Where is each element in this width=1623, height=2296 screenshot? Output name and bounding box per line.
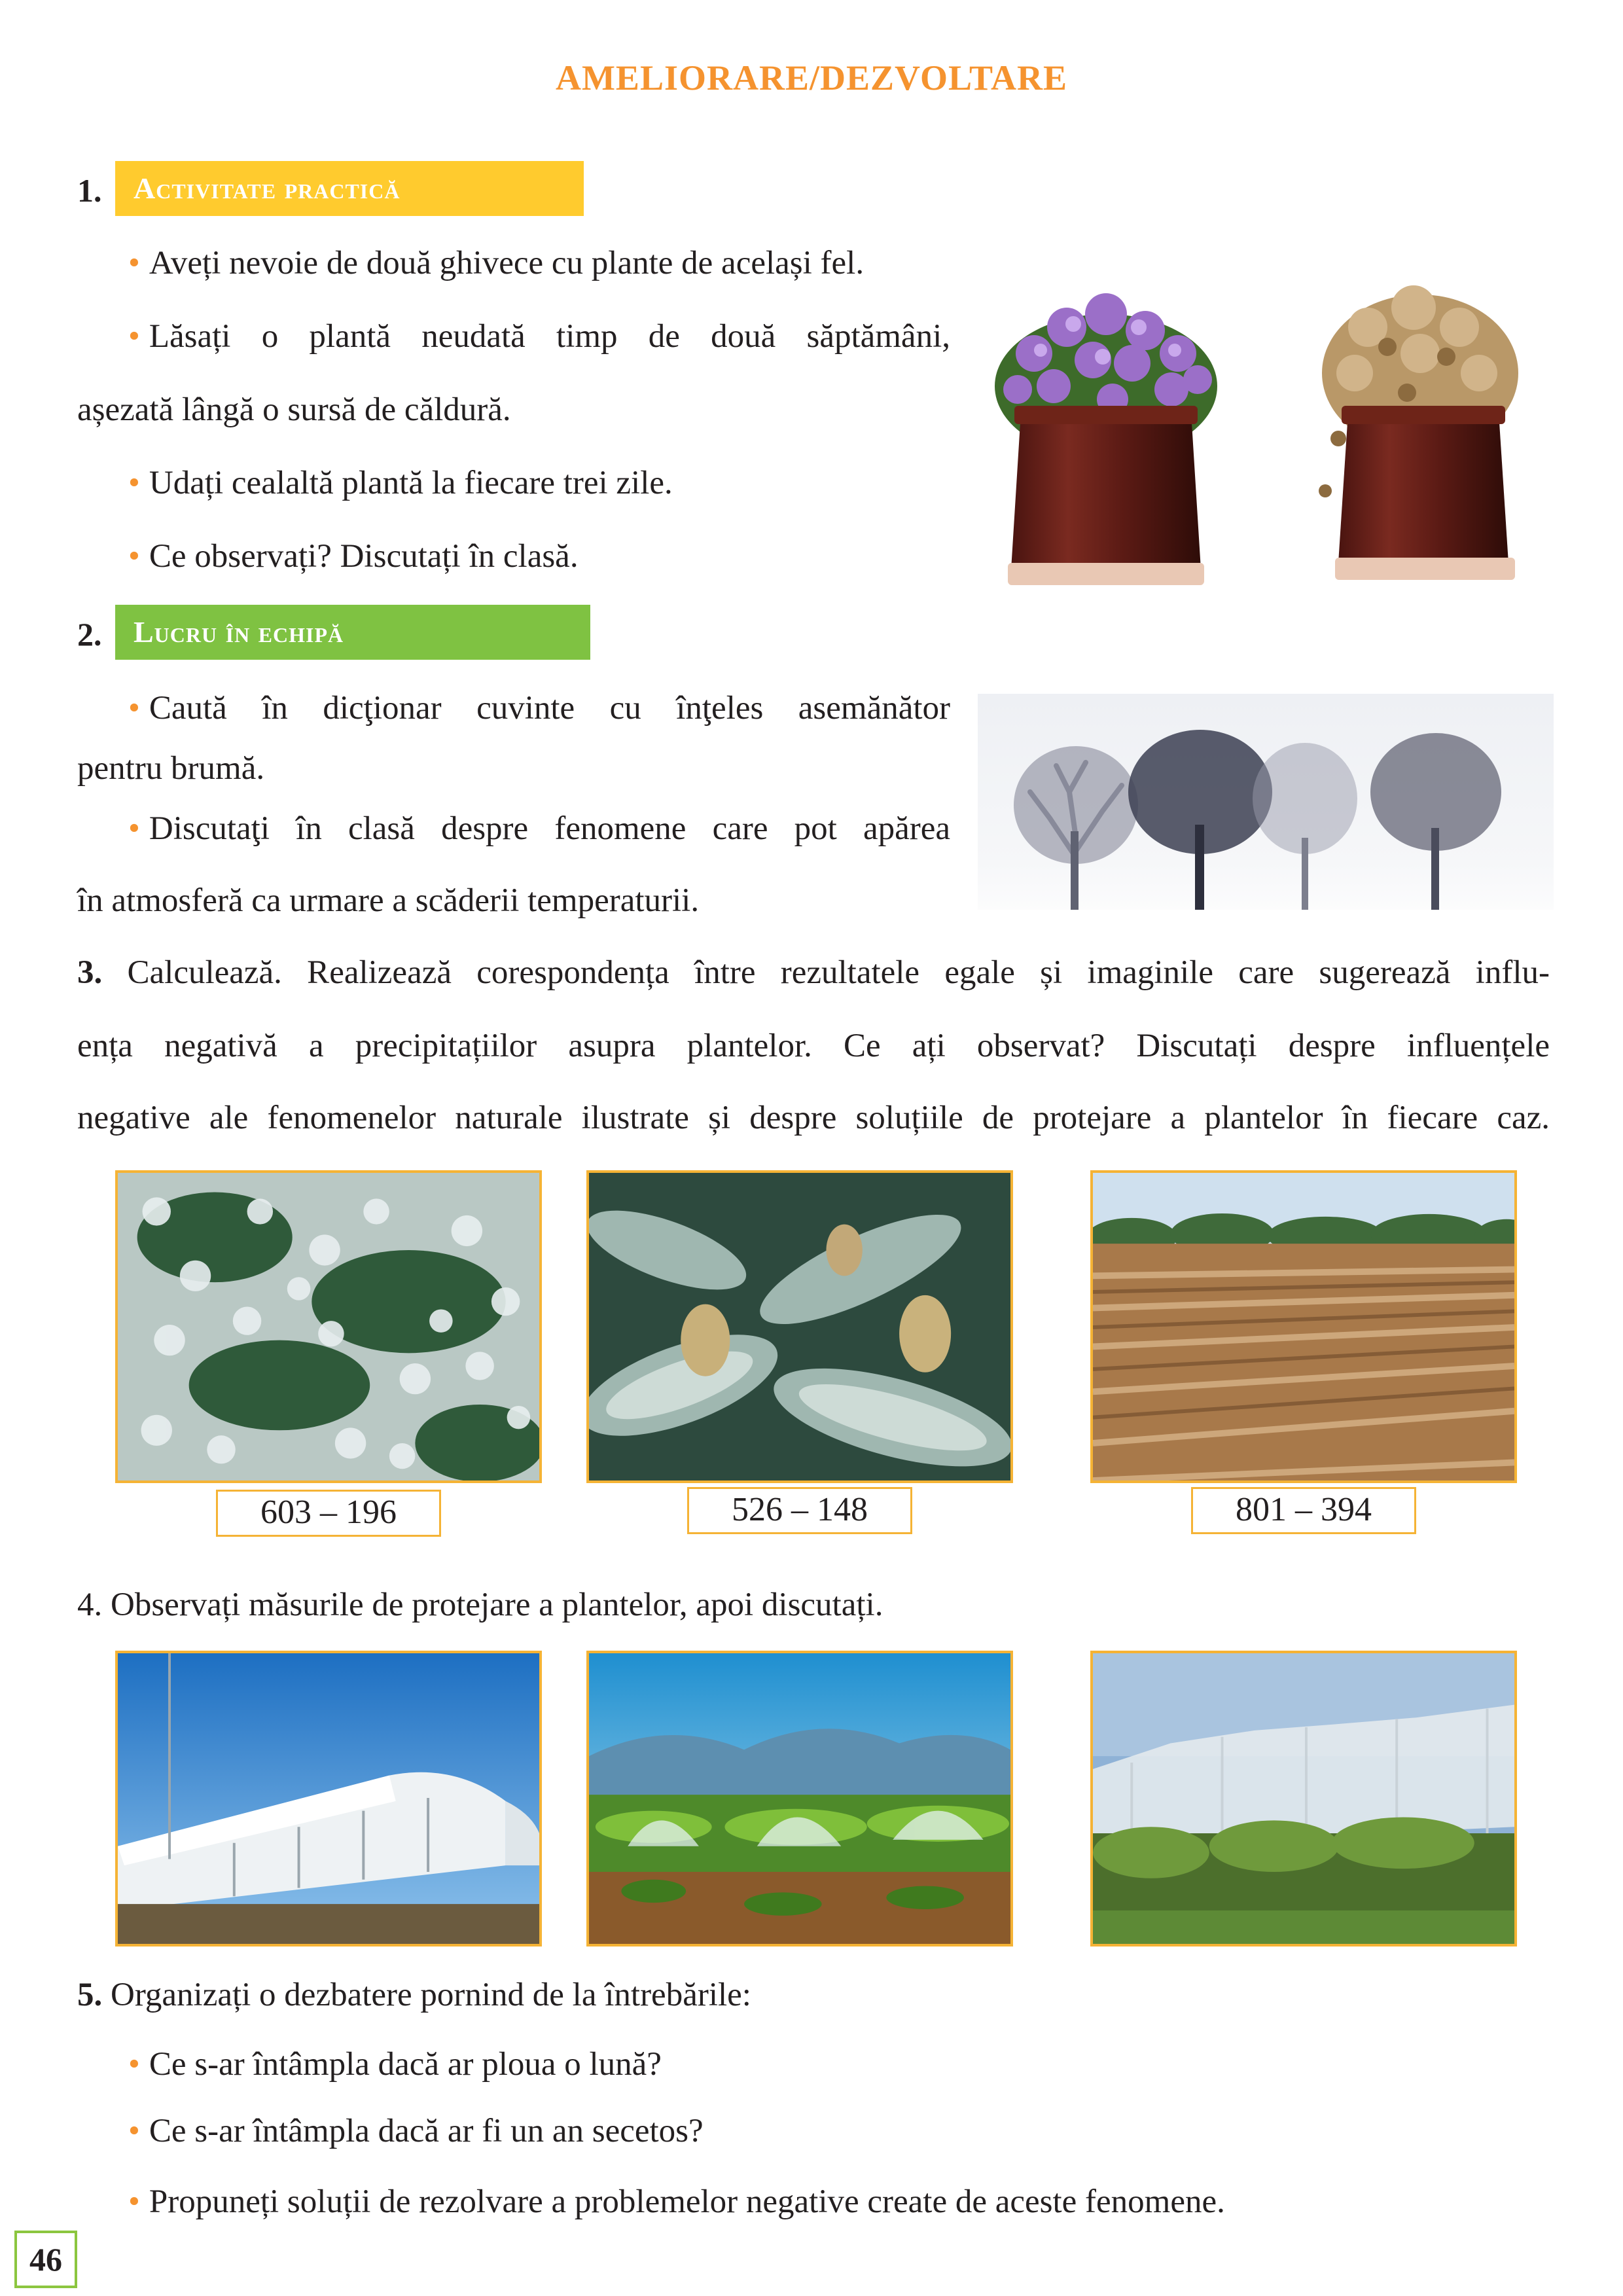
section1-bullet-5: • Ce observați? Discutați în clasă. [128, 538, 579, 575]
section2-line-4: în atmosferă ca urmare a scăderii temperaturii. [77, 882, 700, 919]
section1-line-3: așezată lângă o sursă de căldură. [77, 391, 511, 428]
frosty-trees-image [978, 694, 1554, 936]
expression-box-2: 526 – 148 [687, 1487, 912, 1534]
section3-line-1: 3. Calculează. Realizează corespondența între rezultatele egale și imaginile care sugerează influ- [77, 954, 1550, 991]
section2-bullet-3: • Discutaţi în clasă despre fenomene care pot apărea [128, 810, 950, 847]
section1-bullet-2: • Lăsați o plantă neudată timp de două săptămâni, [128, 318, 950, 355]
hail-photo [115, 1170, 542, 1483]
frost-buds-photo [586, 1170, 1013, 1483]
section2-number: 2. [77, 616, 102, 653]
section2-bullet-1: • Caută în dicţionar cuvinte cu înţeles asemănător [128, 690, 950, 726]
section2-line-2: pentru brumă. [77, 750, 265, 787]
section3-line-3: negative ale fenomenelor naturale ilustrate și despre soluțiile de protejare a plantelor în fiecare caz. [77, 1100, 1550, 1136]
section1-bullet-1: • Aveți nevoie de două ghivece cu plante de același fel. [128, 245, 865, 281]
page-title: AMELIORARE/DEZVOLTARE [555, 58, 1068, 98]
section3-line-2: ența negativă a precipitațiilor asupra plantelor. Ce ați observat? Discutați despre influențele [77, 1028, 1550, 1064]
section2-banner: Lucru în echipă [115, 605, 590, 660]
section4-text: 4. Observați măsurile de protejare a plantelor, apoi discutați. [77, 1587, 883, 1623]
irrigation-photo [586, 1651, 1013, 1946]
expression-box-3: 801 – 394 [1191, 1487, 1416, 1534]
greenhouse-photo [115, 1651, 542, 1946]
potted-plants-image [975, 275, 1551, 615]
section1-banner: Activitate practică [115, 161, 584, 216]
section1-bullet-4: • Udați cealaltă plantă la fiecare trei zile. [128, 465, 673, 501]
expression-box-1: 603 – 196 [216, 1490, 441, 1537]
page-number: 46 [14, 2231, 77, 2288]
section5-bullet-3: • Propuneți soluții de rezolvare a problemelor negative create de aceste fenomene. [128, 2183, 1225, 2220]
section1-number: 1. [77, 172, 102, 209]
section5-bullet-2: • Ce s-ar întâmpla dacă ar fi un an secetos? [128, 2113, 704, 2149]
drought-field-photo [1090, 1170, 1517, 1483]
section5-bullet-1: • Ce s-ar întâmpla dacă ar ploua o lună? [128, 2046, 662, 2083]
hail-net-orchard-photo [1090, 1651, 1517, 1946]
section5-intro: 5. Organizați o dezbatere pornind de la întrebările: [77, 1977, 751, 2013]
